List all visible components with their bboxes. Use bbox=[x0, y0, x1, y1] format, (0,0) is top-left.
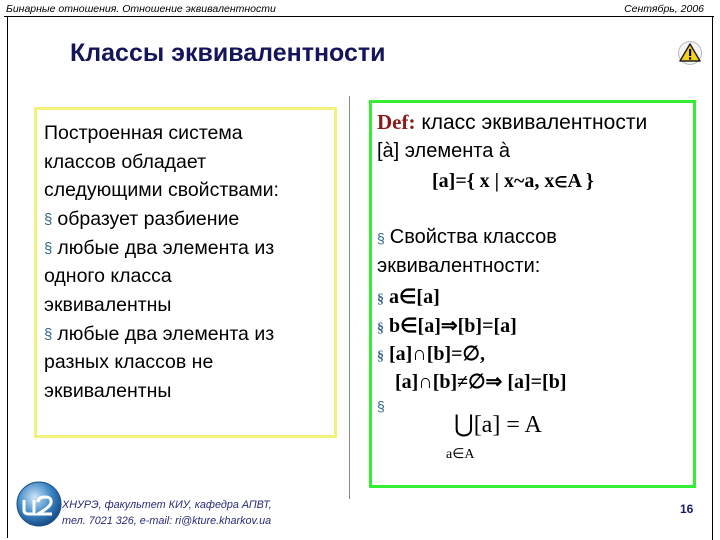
frame-left-line bbox=[7, 16, 8, 538]
property-membership bbox=[377, 313, 517, 338]
property-disjoint bbox=[377, 341, 485, 366]
left-line-9: разных классов не bbox=[44, 351, 214, 373]
left-bullet-item bbox=[44, 320, 344, 350]
bullet-text: любые два элемента из bbox=[57, 323, 275, 345]
logo-icon bbox=[14, 480, 64, 533]
header-date: Сентябрь, 2006 bbox=[624, 3, 704, 15]
left-line-2: классов обладает bbox=[44, 151, 207, 173]
bullet-icon: § bbox=[377, 292, 384, 307]
def-text: класс эквивалентности bbox=[415, 111, 648, 134]
footer-line-1: ХНУРЭ, факультет КИУ, кафедра АПВТ, bbox=[62, 499, 272, 511]
property-equal bbox=[395, 369, 566, 394]
left-line-1: Построенная система bbox=[44, 122, 243, 144]
property-disjoint-text: [a]∩[b]=∅, bbox=[389, 343, 485, 365]
left-line-6: одного класса bbox=[44, 265, 172, 287]
bullet-icon: § bbox=[44, 326, 53, 343]
bullet-icon: § bbox=[377, 349, 384, 364]
column-divider bbox=[349, 96, 350, 499]
implies-icon: ⇒ bbox=[485, 371, 503, 393]
left-bullet-item bbox=[44, 205, 344, 235]
footer-line-2: тел. 7021 326, e-mail: ri@kture.kharkov.ua bbox=[62, 515, 272, 527]
property-reflexive-text: a∈[a] bbox=[389, 286, 440, 308]
union-formula: ⋃[a] = A bbox=[454, 412, 542, 438]
frame-right-line bbox=[712, 16, 713, 540]
def-line-2: [à] элемента à bbox=[377, 140, 511, 162]
props-heading-2: эквивалентности: bbox=[377, 255, 541, 277]
page-number: 16 bbox=[680, 502, 694, 516]
bullet-text: любые два элемента из bbox=[57, 237, 275, 259]
def-label: Def: bbox=[377, 110, 416, 134]
def-formula bbox=[432, 170, 594, 193]
header-divider bbox=[4, 16, 714, 17]
property-membership-b: [b]=[a] bbox=[457, 315, 517, 337]
def-formula-part1: [a]={ x | x~a, x bbox=[432, 170, 555, 192]
element-of-icon: ∈ bbox=[554, 175, 568, 191]
bullet-icon: § bbox=[44, 240, 53, 257]
property-reflexive bbox=[377, 284, 440, 309]
bullet-icon: § bbox=[44, 211, 53, 228]
slide-title: Классы эквивалентности bbox=[70, 39, 386, 67]
props-heading-text: Свойства классов bbox=[389, 226, 557, 248]
property-membership-a: b∈[a] bbox=[389, 315, 441, 337]
left-line-10: эквивалентны bbox=[44, 380, 172, 402]
union-subscript: a∈A bbox=[446, 447, 475, 462]
header-left-text: Бинарные отношения. Отношение эквивалентности bbox=[6, 3, 276, 15]
left-line-7: эквивалентны bbox=[44, 294, 172, 316]
property-equal-b: [a]=[b] bbox=[502, 371, 567, 393]
footer-contacts bbox=[62, 497, 272, 529]
def-formula-part2: A } bbox=[567, 170, 594, 192]
left-line-3: следующими свойствами: bbox=[44, 179, 279, 201]
implies-icon: ⇒ bbox=[440, 315, 458, 337]
props-heading-1 bbox=[377, 226, 557, 249]
bullet-icon: § bbox=[377, 398, 385, 414]
bullet-text: образует разбиение bbox=[57, 208, 240, 230]
def-line-1 bbox=[377, 110, 647, 135]
bullet-icon: § bbox=[377, 321, 384, 336]
property-equal-a: [a]∩[b]≠∅ bbox=[395, 371, 486, 393]
warning-icon[interactable] bbox=[677, 41, 703, 70]
left-bullet-item bbox=[44, 234, 344, 264]
bullet-icon: § bbox=[377, 230, 385, 246]
